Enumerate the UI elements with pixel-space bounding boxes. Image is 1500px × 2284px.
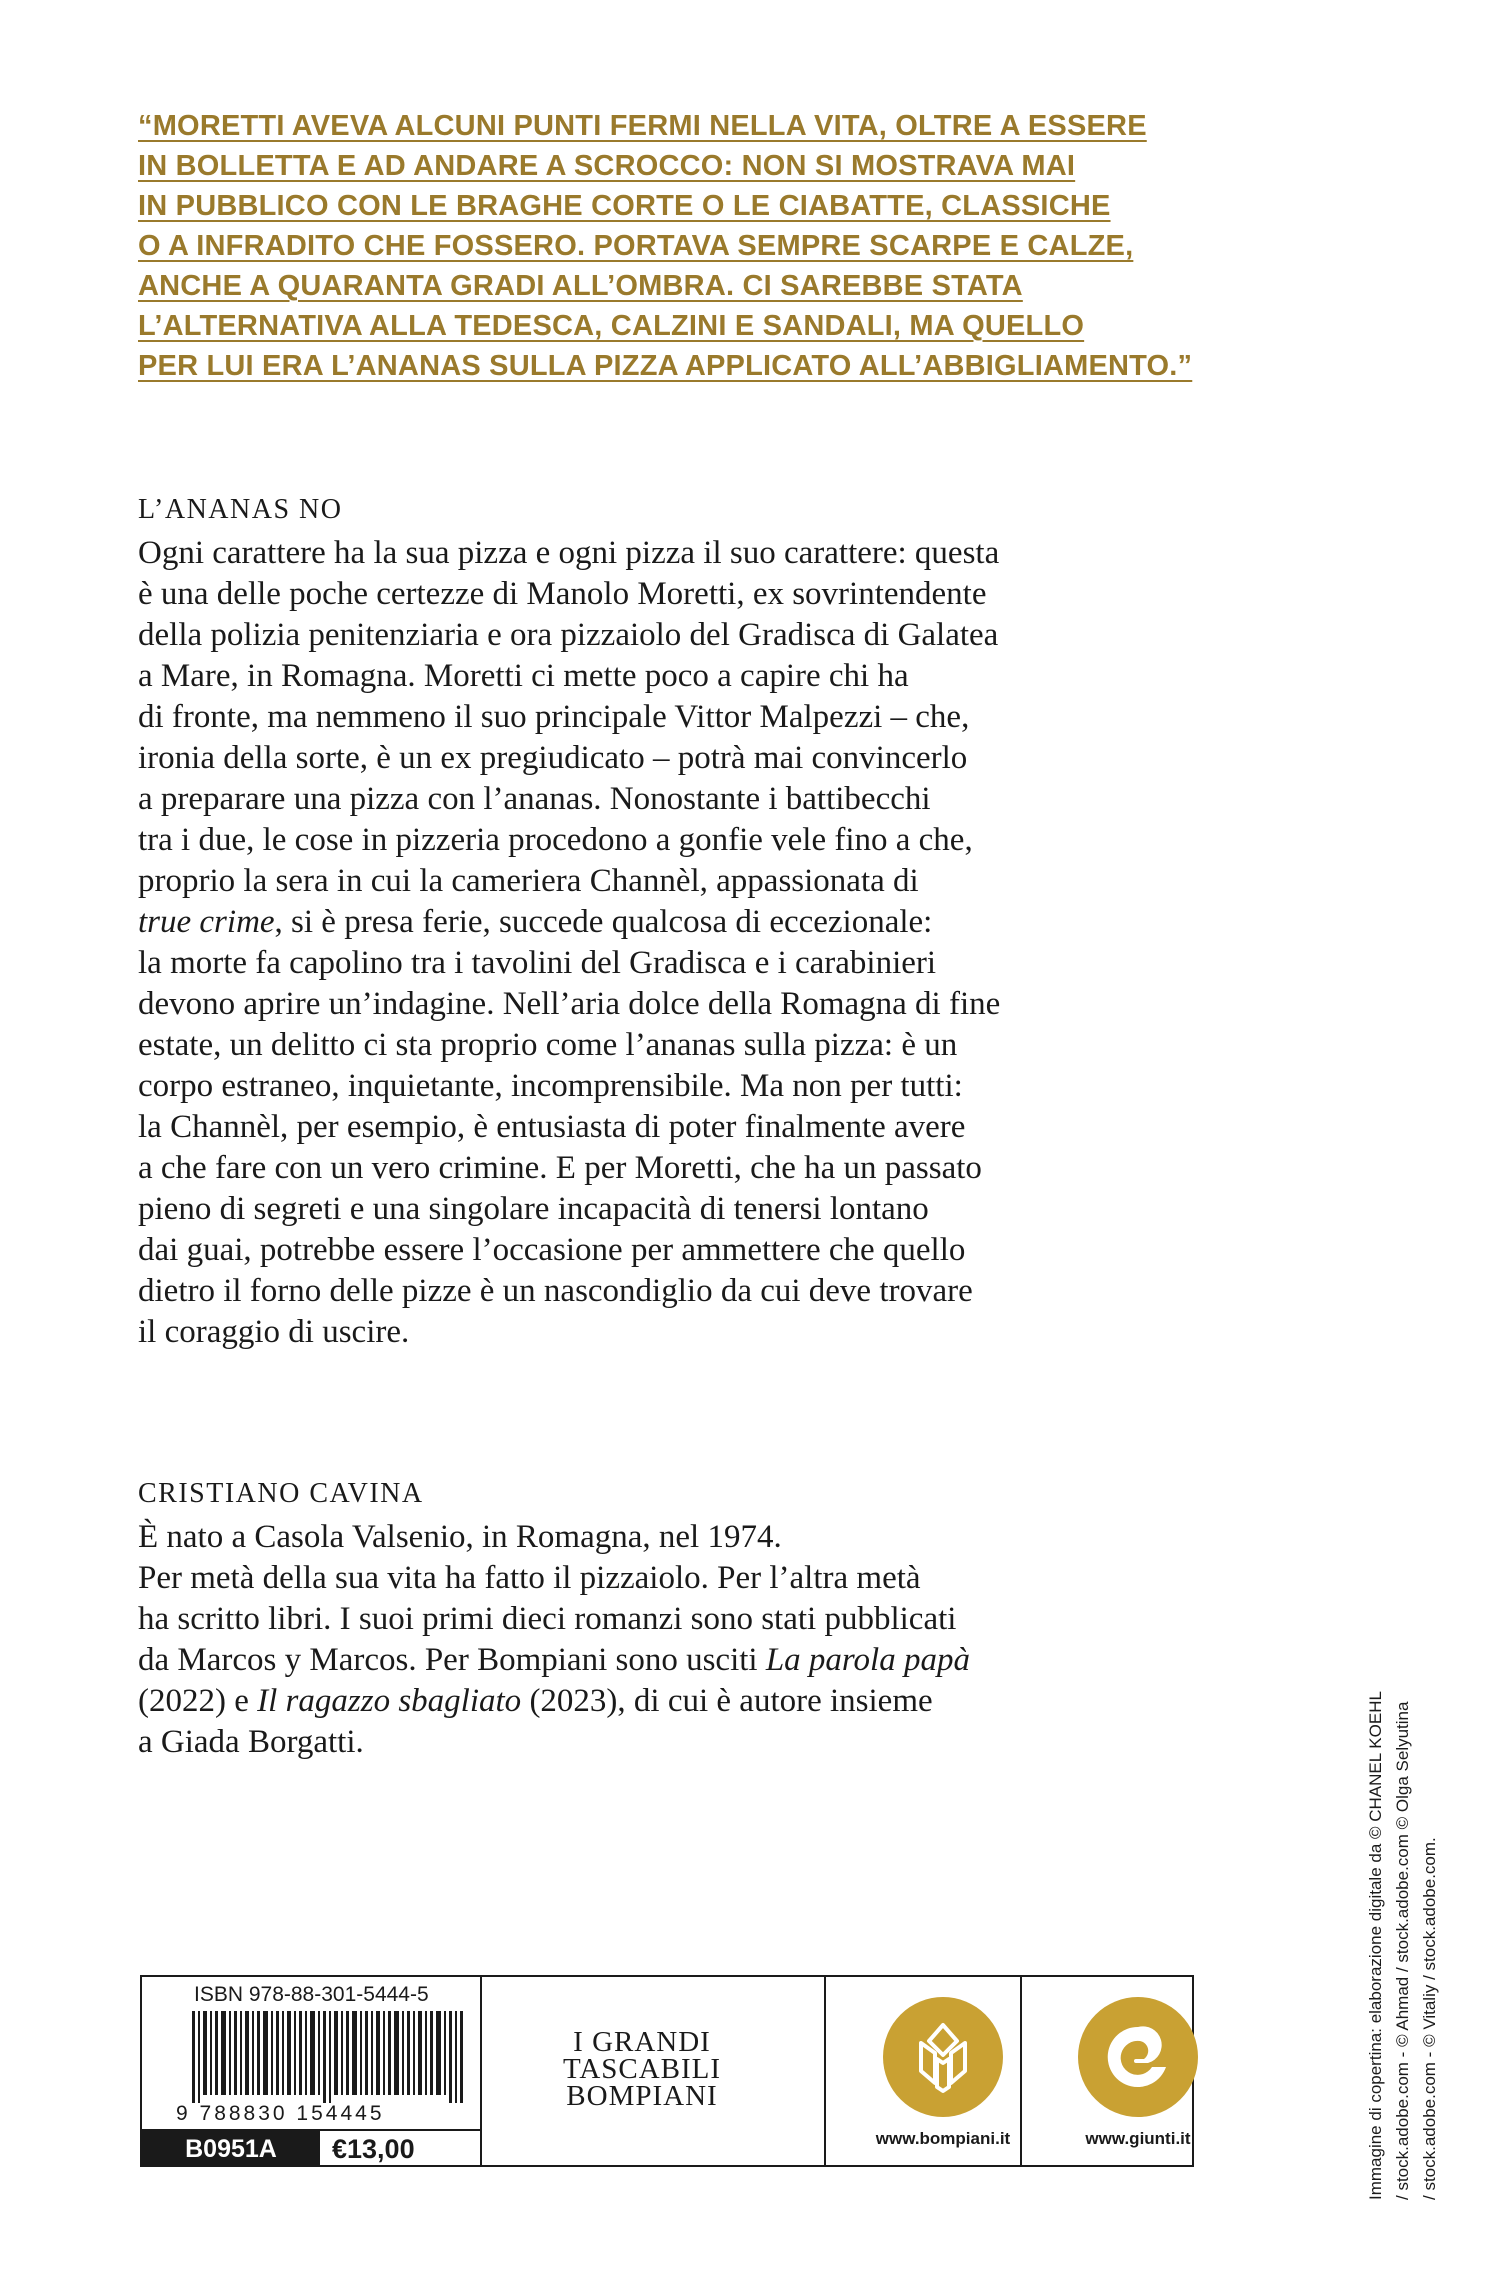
series-line: I GRANDI	[573, 2026, 711, 2058]
synopsis-title: L’ANANAS NO	[138, 494, 343, 525]
synopsis-line: estate, un delitto ci sta proprio come l’ananas sulla pizza: è un	[138, 1027, 958, 1063]
product-code: B0951A	[142, 2131, 320, 2167]
synopsis-line: della polizia penitenziaria e ora pizzaiolo del Gradisca di Galatea	[138, 617, 999, 653]
giunti-logo-icon	[1078, 1997, 1198, 2117]
author-line: a Giada Borgatti.	[138, 1724, 364, 1760]
book-title-italic: Il ragazzo sbagliato	[257, 1683, 522, 1719]
synopsis-line	[138, 902, 1248, 943]
synopsis-line: la morte fa capolino tra i tavolini del Gradisca e i carabinieri	[138, 945, 937, 981]
barcode-panel	[140, 1975, 1194, 2167]
synopsis-line: dietro il forno delle pizze è un nascondiglio da cui deve trovare	[138, 1273, 973, 1309]
author-line: ha scritto libri. I suoi primi dieci romanzi sono stati pubblicati	[138, 1601, 957, 1637]
quote-line: IN PUBBLICO CON LE BRAGHE CORTE O LE CIABATTE, CLASSICHE	[138, 190, 1111, 222]
synopsis-line: è una delle poche certezze di Manolo Moretti, ex sovrintendente	[138, 576, 987, 612]
author-line	[138, 1681, 1248, 1722]
quote-line: L’ALTERNATIVA ALLA TEDESCA, CALZINI E SANDALI, MA QUELLO	[138, 310, 1085, 342]
back-cover-quote	[138, 106, 1238, 386]
book-title-italic: La parola papà	[765, 1642, 970, 1678]
synopsis-line: a Mare, in Romagna. Moretti ci mette poco a capire chi ha	[138, 658, 909, 694]
quote-line: “MORETTI AVEVA ALCUNI PUNTI FERMI NELLA VITA, OLTRE A ESSERE	[138, 110, 1147, 142]
credit-line: / stock.adobe.com - © Ahmad / stock.adobe.com © Olga Selyutina	[1393, 1701, 1412, 2200]
author-line: Per metà della sua vita ha fatto il pizzaiolo. Per l’altra metà	[138, 1560, 921, 1596]
author-bio	[138, 1517, 1248, 1763]
synopsis-line: il coraggio di uscire.	[138, 1314, 410, 1350]
series-line: BOMPIANI	[566, 2080, 718, 2112]
synopsis-line: Ogni carattere ha la sua pizza e ogni pizza il suo carattere: questa	[138, 535, 1000, 571]
synopsis-line-rest: , si è presa ferie, succede qualcosa di eccezionale:	[274, 904, 933, 940]
series-name	[542, 2026, 742, 2112]
code-price-row	[142, 2129, 480, 2169]
synopsis-line: pieno di segreti e una singolare incapacità di tenersi lontano	[138, 1191, 929, 1227]
divider	[824, 1977, 826, 2165]
quote-line: IN BOLLETTA E AD ANDARE A SCROCCO: NON SI MOSTRAVA MAI	[138, 150, 1076, 182]
author-line: È nato a Casola Valsenio, in Romagna, nel 1974.	[138, 1519, 782, 1555]
quote-line: O A INFRADITO CHE FOSSERO. PORTAVA SEMPRE SCARPE E CALZE,	[138, 230, 1134, 262]
series-line: TASCABILI	[562, 2053, 722, 2085]
synopsis-line: a che fare con un vero crimine. E per Moretti, che ha un passato	[138, 1150, 982, 1186]
barcode-area	[142, 1977, 480, 2129]
giunti-url[interactable]: www.giunti.it	[1085, 2129, 1191, 2148]
quote-line: ANCHE A QUARANTA GRADI ALL’OMBRA. CI SAREBBE STATA	[138, 270, 1023, 302]
author-line-part: (2022) e	[138, 1683, 258, 1719]
credit-line: / stock.adobe.com - © Vitaliy / stock.adobe.com.	[1420, 1837, 1439, 2200]
synopsis-line: devono aprire un’indagine. Nell’aria dolce della Romagna di fine	[138, 986, 1001, 1022]
divider	[480, 1977, 482, 2165]
bompiani-url[interactable]: www.bompiani.it	[875, 2129, 1011, 2148]
author-line-part: da Marcos y Marcos. Per Bompiani sono usciti	[138, 1642, 766, 1678]
synopsis-line: la Channèl, per esempio, è entusiasta di poter finalmente avere	[138, 1109, 966, 1145]
synopsis-line: dai guai, potrebbe essere l’occasione per ammettere che quello	[138, 1232, 966, 1268]
synopsis-line: a preparare una pizza con l’ananas. Nonostante i battibecchi	[138, 781, 931, 817]
synopsis-line: proprio la sera in cui la cameriera Channèl, appassionata di	[138, 863, 919, 899]
credit-line: Immagine di copertina: elaborazione digitale da © CHANEL KOEHL	[1366, 1691, 1385, 2200]
quote-line: PER LUI ERA L’ANANAS SULLA PIZZA APPLICATO ALL’ABBIGLIAMENTO.”	[138, 350, 1193, 382]
synopsis-line: corpo estraneo, inquietante, incomprensibile. Ma non per tutti:	[138, 1068, 963, 1104]
synopsis-line: tra i due, le cose in pizzeria procedono a gonfie vele fino a che,	[138, 822, 973, 858]
synopsis-line: ironia della sorte, è un ex pregiudicato – potrà mai convincerlo	[138, 740, 968, 776]
bompiani-logo	[883, 1997, 1003, 2117]
bompiani-logo-icon	[883, 1997, 1003, 2117]
true-crime-italic: true crime	[138, 904, 275, 940]
giunti-logo	[1078, 1997, 1198, 2117]
barcode-digits: 9 788830 154445	[176, 2102, 385, 2125]
author-title: CRISTIANO CAVINA	[138, 1478, 424, 1509]
author-line-part: (2023), di cui è autore insieme	[521, 1683, 933, 1719]
barcode-icon	[192, 2011, 464, 2103]
price: €13,00	[332, 2134, 415, 2164]
divider	[1020, 1977, 1022, 2165]
author-line	[138, 1640, 1248, 1681]
synopsis-line: di fronte, ma nemmeno il suo principale Vittor Malpezzi – che,	[138, 699, 970, 735]
cover-credits	[1362, 1560, 1443, 2200]
isbn-label: ISBN 978-88-301-5444-5	[194, 1983, 429, 2006]
synopsis-text	[138, 533, 1248, 1353]
